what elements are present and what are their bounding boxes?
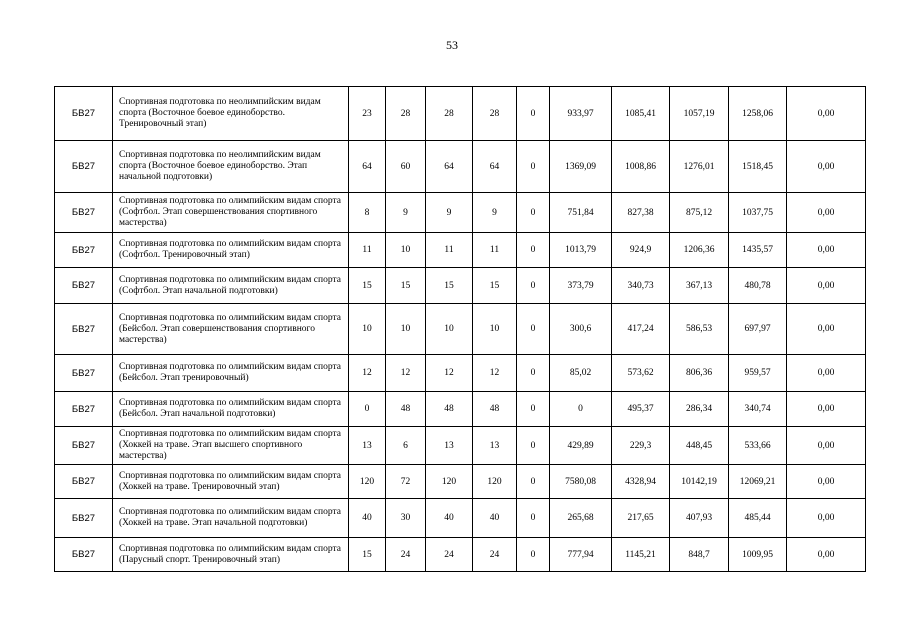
table-row: [55, 392, 866, 427]
row-value: 10: [473, 304, 517, 355]
row-value: 11: [473, 233, 517, 268]
row-value: 15: [349, 538, 386, 572]
row-value: 12: [426, 355, 473, 392]
row-value: 1369,09: [550, 141, 612, 193]
row-value: 48: [473, 392, 517, 427]
row-description: Спортивная подготовка по олимпийским видам спорта (Хоккей на траве. Тренировочный этап): [113, 465, 349, 499]
row-value: 1057,19: [670, 87, 729, 141]
row-code: БВ27: [55, 233, 113, 268]
row-value: 12069,21: [729, 465, 787, 499]
row-value: 0,00: [787, 355, 866, 392]
row-code: БВ27: [55, 538, 113, 572]
row-value: 10142,19: [670, 465, 729, 499]
row-description: Спортивная подготовка по олимпийским видам спорта (Хоккей на траве. Этап начальной подготовки): [113, 499, 349, 538]
row-description: Спортивная подготовка по олимпийским видам спорта (Хоккей на траве. Этап высшего спортивного мастерства): [113, 427, 349, 465]
row-value: 0: [517, 233, 550, 268]
row-value: 586,53: [670, 304, 729, 355]
row-value: 0: [517, 499, 550, 538]
row-value: 0,00: [787, 233, 866, 268]
row-value: 0,00: [787, 427, 866, 465]
row-code: БВ27: [55, 87, 113, 141]
row-value: 8: [349, 193, 386, 233]
table-row: [55, 355, 866, 392]
row-code: БВ27: [55, 268, 113, 304]
row-value: 0,00: [787, 538, 866, 572]
row-value: 485,44: [729, 499, 787, 538]
table-row: [55, 193, 866, 233]
row-value: 24: [473, 538, 517, 572]
row-value: 848,7: [670, 538, 729, 572]
table-row: [55, 141, 866, 193]
row-description: Спортивная подготовка по олимпийским видам спорта (Софтбол. Этап совершенствования спортивного мастерства): [113, 193, 349, 233]
row-value: 24: [426, 538, 473, 572]
row-description: Спортивная подготовка по олимпийским видам спорта (Софтбол. Тренировочный этап): [113, 233, 349, 268]
row-value: 777,94: [550, 538, 612, 572]
row-value: 30: [386, 499, 426, 538]
row-value: 6: [386, 427, 426, 465]
row-value: 1013,79: [550, 233, 612, 268]
row-code: БВ27: [55, 193, 113, 233]
row-value: 0: [550, 392, 612, 427]
row-value: 0,00: [787, 499, 866, 538]
row-value: 480,78: [729, 268, 787, 304]
row-value: 28: [426, 87, 473, 141]
row-value: 7580,08: [550, 465, 612, 499]
row-value: 9: [426, 193, 473, 233]
row-code: БВ27: [55, 499, 113, 538]
row-value: 1008,86: [612, 141, 670, 193]
row-code: БВ27: [55, 141, 113, 193]
row-value: 11: [426, 233, 473, 268]
row-value: 806,36: [670, 355, 729, 392]
row-value: 1206,36: [670, 233, 729, 268]
row-value: 28: [473, 87, 517, 141]
row-value: 924,9: [612, 233, 670, 268]
row-value: 1518,45: [729, 141, 787, 193]
row-value: 217,65: [612, 499, 670, 538]
row-value: 64: [349, 141, 386, 193]
row-description: Спортивная подготовка по олимпийским видам спорта (Бейсбол. Этап начальной подготовки): [113, 392, 349, 427]
row-value: 10: [386, 233, 426, 268]
row-value: 48: [426, 392, 473, 427]
row-value: 10: [426, 304, 473, 355]
row-value: 417,24: [612, 304, 670, 355]
row-value: 11: [349, 233, 386, 268]
row-description: Спортивная подготовка по олимпийским видам спорта (Бейсбол. Этап совершенствования спортивного мастерства): [113, 304, 349, 355]
row-value: 373,79: [550, 268, 612, 304]
row-value: 12: [349, 355, 386, 392]
row-value: 15: [349, 268, 386, 304]
table-row: [55, 304, 866, 355]
row-value: 12: [473, 355, 517, 392]
row-value: 448,45: [670, 427, 729, 465]
row-value: 1085,41: [612, 87, 670, 141]
row-value: 0,00: [787, 141, 866, 193]
row-value: 407,93: [670, 499, 729, 538]
page-number: 53: [446, 38, 458, 52]
row-value: 60: [386, 141, 426, 193]
row-description: Спортивная подготовка по олимпийским видам спорта (Софтбол. Этап начальной подготовки): [113, 268, 349, 304]
row-value: 0: [349, 392, 386, 427]
table-row: [55, 268, 866, 304]
row-description: Спортивная подготовка по олимпийским видам спорта (Бейсбол. Этап тренировочный): [113, 355, 349, 392]
row-value: 64: [473, 141, 517, 193]
row-description: Спортивная подготовка по неолимпийским видам спорта (Восточное боевое единоборство. Этап начальной подготовки): [113, 141, 349, 193]
row-value: 0: [517, 304, 550, 355]
row-value: 300,6: [550, 304, 612, 355]
table-row: [55, 465, 866, 499]
row-value: 40: [473, 499, 517, 538]
row-value: 9: [473, 193, 517, 233]
table-row: [55, 427, 866, 465]
row-value: 10: [386, 304, 426, 355]
data-table: [54, 86, 866, 572]
row-value: 751,84: [550, 193, 612, 233]
row-value: 1276,01: [670, 141, 729, 193]
row-value: 1435,57: [729, 233, 787, 268]
row-value: 429,89: [550, 427, 612, 465]
row-value: 286,34: [670, 392, 729, 427]
row-value: 0: [517, 427, 550, 465]
row-value: 0: [517, 465, 550, 499]
row-code: БВ27: [55, 427, 113, 465]
row-code: БВ27: [55, 355, 113, 392]
row-value: 12: [386, 355, 426, 392]
row-value: 827,38: [612, 193, 670, 233]
row-value: 4328,94: [612, 465, 670, 499]
row-description: Спортивная подготовка по олимпийским видам спорта (Парусный спорт. Тренировочный этап): [113, 538, 349, 572]
row-value: 48: [386, 392, 426, 427]
row-value: 0,00: [787, 87, 866, 141]
row-value: 0: [517, 392, 550, 427]
row-value: 1145,21: [612, 538, 670, 572]
row-code: БВ27: [55, 392, 113, 427]
row-value: 875,12: [670, 193, 729, 233]
table-row: [55, 87, 866, 141]
row-value: 64: [426, 141, 473, 193]
row-value: 10: [349, 304, 386, 355]
table-row: [55, 538, 866, 572]
row-value: 120: [426, 465, 473, 499]
row-value: 340,73: [612, 268, 670, 304]
table-row: [55, 499, 866, 538]
row-value: 0,00: [787, 392, 866, 427]
row-value: 367,13: [670, 268, 729, 304]
row-value: 265,68: [550, 499, 612, 538]
row-value: 533,66: [729, 427, 787, 465]
row-value: 0: [517, 355, 550, 392]
row-value: 0: [517, 141, 550, 193]
row-value: 1009,95: [729, 538, 787, 572]
row-value: 1258,06: [729, 87, 787, 141]
row-value: 85,02: [550, 355, 612, 392]
row-value: 28: [386, 87, 426, 141]
row-code: БВ27: [55, 465, 113, 499]
row-value: 959,57: [729, 355, 787, 392]
row-value: 697,97: [729, 304, 787, 355]
row-value: 72: [386, 465, 426, 499]
row-value: 23: [349, 87, 386, 141]
row-value: 340,74: [729, 392, 787, 427]
row-value: 0: [517, 87, 550, 141]
row-value: 0,00: [787, 465, 866, 499]
row-value: 24: [386, 538, 426, 572]
row-code: БВ27: [55, 304, 113, 355]
row-value: 13: [426, 427, 473, 465]
row-value: 13: [473, 427, 517, 465]
row-value: 0: [517, 193, 550, 233]
row-value: 15: [473, 268, 517, 304]
row-value: 229,3: [612, 427, 670, 465]
table-row: [55, 233, 866, 268]
row-value: 495,37: [612, 392, 670, 427]
row-value: 0,00: [787, 268, 866, 304]
row-value: 120: [349, 465, 386, 499]
row-value: 0: [517, 538, 550, 572]
row-value: 1037,75: [729, 193, 787, 233]
row-value: 40: [349, 499, 386, 538]
row-value: 0: [517, 268, 550, 304]
row-value: 9: [386, 193, 426, 233]
row-value: 120: [473, 465, 517, 499]
row-value: 15: [426, 268, 473, 304]
row-description: Спортивная подготовка по неолимпийским видам спорта (Восточное боевое единоборство. Тренировочный этап): [113, 87, 349, 141]
row-value: 13: [349, 427, 386, 465]
row-value: 573,62: [612, 355, 670, 392]
row-value: 15: [386, 268, 426, 304]
row-value: 40: [426, 499, 473, 538]
row-value: 0,00: [787, 193, 866, 233]
row-value: 933,97: [550, 87, 612, 141]
row-value: 0,00: [787, 304, 866, 355]
